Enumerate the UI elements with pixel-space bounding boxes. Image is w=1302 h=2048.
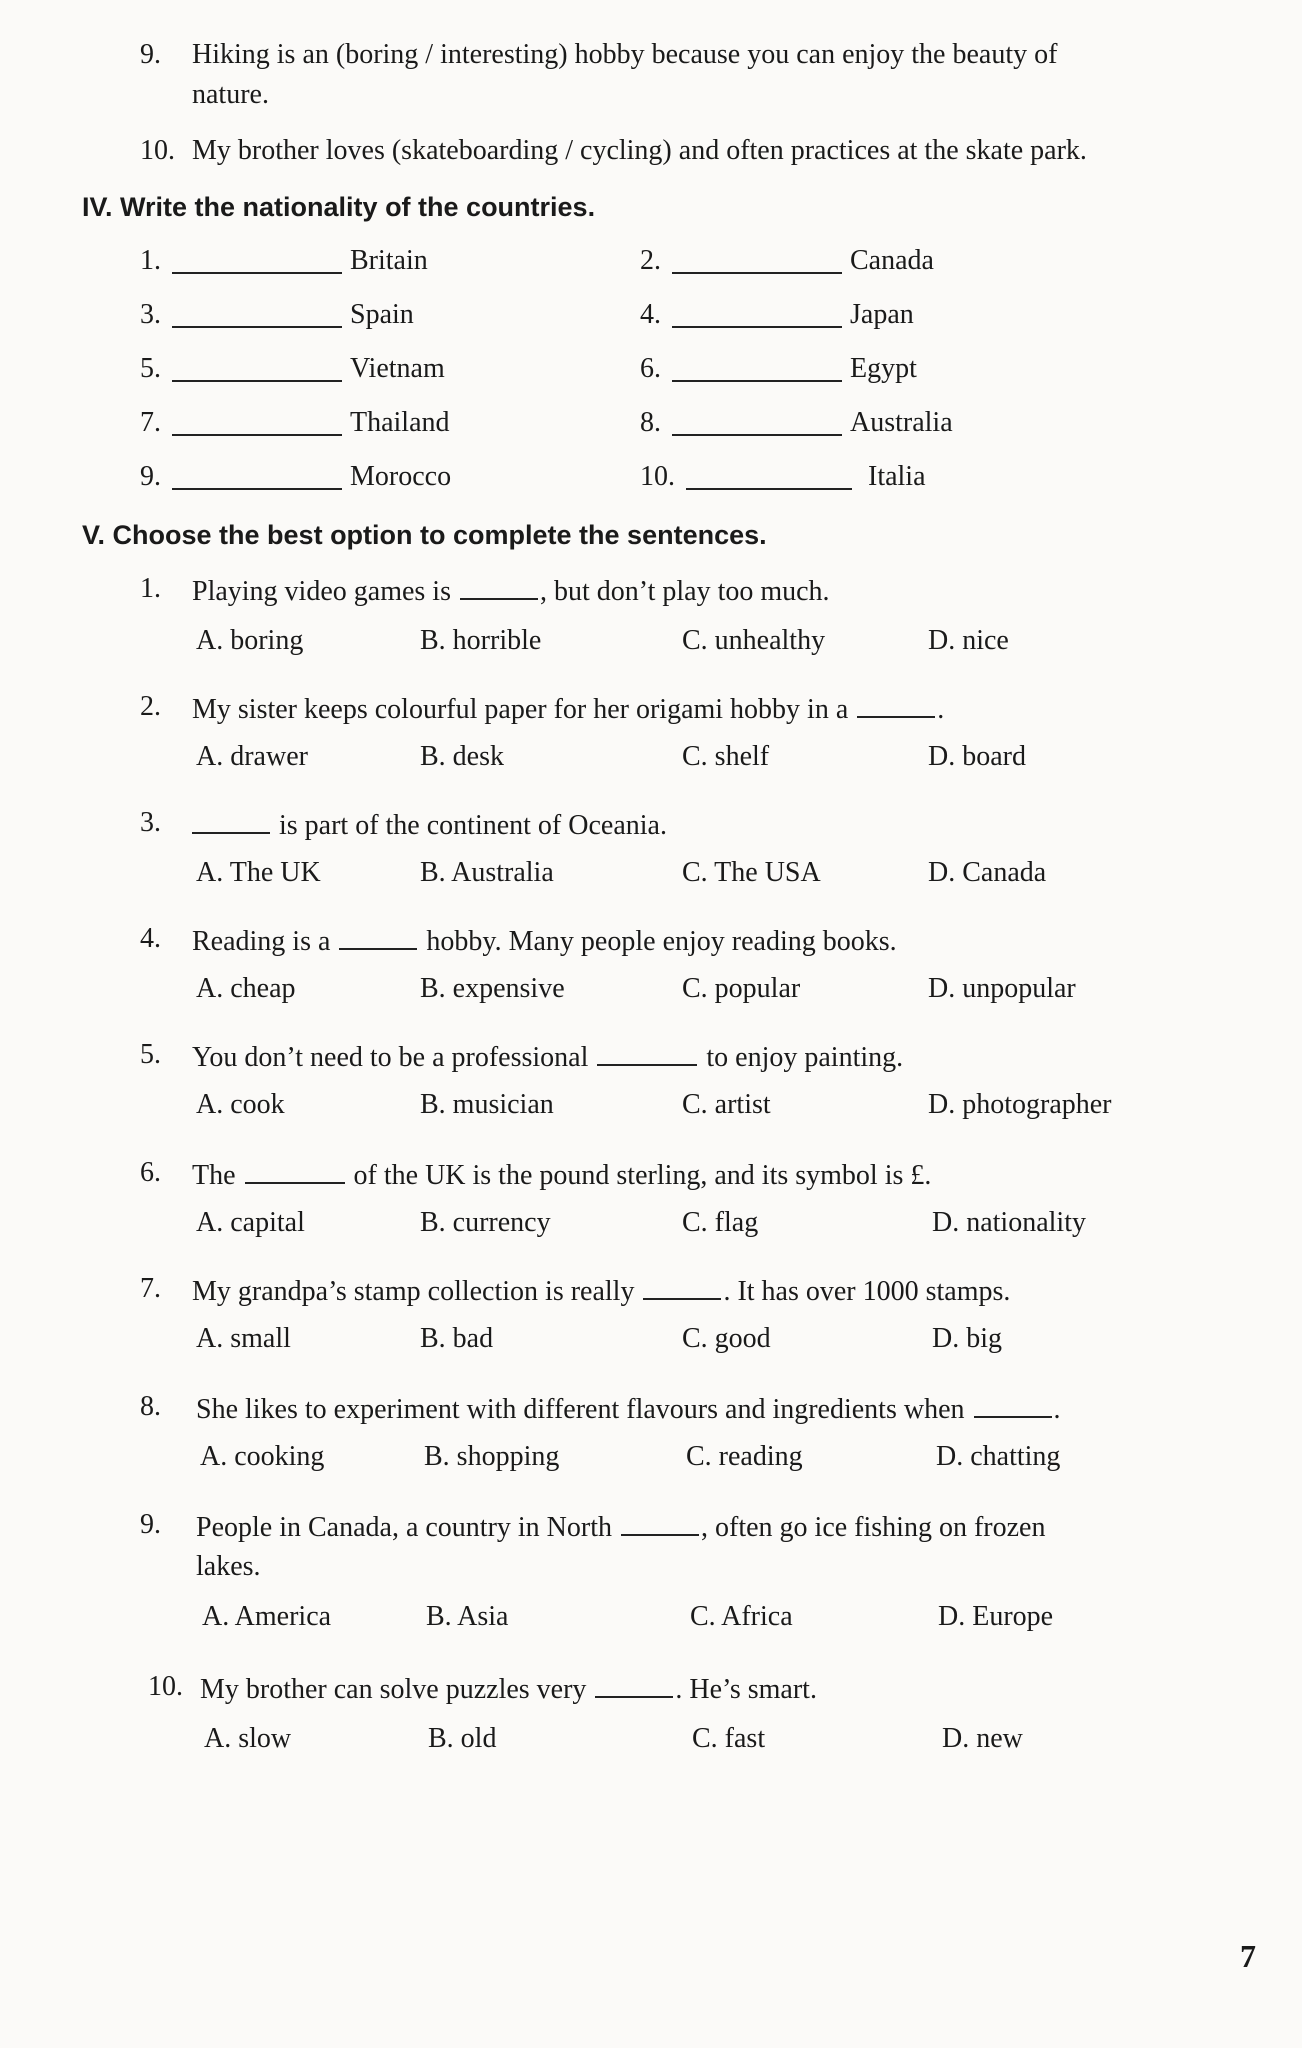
question-number: 9. (140, 1509, 161, 1540)
country-name: Vietnam (350, 353, 445, 384)
option-b[interactable]: B. expensive (420, 973, 565, 1004)
answer-blank[interactable] (974, 1390, 1052, 1418)
question-text (200, 1670, 817, 1707)
question-text-after: hobby. Many people enjoy reading books. (426, 926, 897, 957)
item-number: 5. (140, 353, 161, 384)
answer-blank[interactable] (192, 806, 270, 834)
option-d[interactable]: D. Canada (928, 857, 1047, 888)
option-b[interactable]: B. shopping (424, 1441, 560, 1472)
question-number: 1. (140, 573, 161, 604)
option-a[interactable]: A. slow (204, 1723, 292, 1754)
item-number: 4. (640, 299, 661, 330)
option-b[interactable]: B. old (428, 1723, 497, 1754)
option-b[interactable]: B. horrible (420, 625, 542, 656)
question-text-before: My brother can solve puzzles very (200, 1674, 587, 1705)
question-text (196, 1508, 1045, 1545)
country-name: Japan (850, 299, 914, 330)
answer-blank[interactable] (672, 272, 842, 274)
option-b[interactable]: B. Asia (426, 1601, 509, 1632)
option-b[interactable]: B. desk (420, 741, 504, 772)
sentence-text: nature. (192, 79, 269, 110)
question-text (192, 572, 830, 609)
question-text-before: Reading is a (192, 926, 331, 957)
question-text-after: , but don’t play too much. (539, 576, 830, 607)
option-a[interactable]: A. cheap (196, 973, 296, 1004)
page-number: 7 (1240, 1938, 1256, 1974)
option-c[interactable]: C. artist (682, 1089, 771, 1120)
answer-blank[interactable] (245, 1156, 345, 1184)
answer-blank[interactable] (172, 488, 342, 490)
section-heading: V. Choose the best option to complete the sentences. (82, 520, 767, 550)
question-text (196, 1390, 1061, 1427)
answer-blank[interactable] (672, 326, 842, 328)
option-c[interactable]: C. popular (682, 973, 801, 1004)
option-b[interactable]: B. currency (420, 1207, 551, 1238)
question-number: 5. (140, 1039, 161, 1070)
option-c[interactable]: C. shelf (682, 741, 770, 772)
question-text-after: , often go ice fishing on frozen (701, 1512, 1046, 1543)
question-text-after: . (937, 694, 945, 725)
option-b[interactable]: B. bad (420, 1323, 494, 1354)
country-name: Australia (850, 407, 953, 438)
answer-blank[interactable] (172, 326, 342, 328)
option-c[interactable]: C. reading (686, 1441, 803, 1472)
option-b[interactable]: B. Australia (420, 857, 554, 888)
question-text (192, 690, 944, 727)
option-c[interactable]: C. The USA (682, 857, 821, 888)
question-text (192, 1156, 931, 1193)
country-name: Spain (350, 299, 414, 330)
question-text-before: My sister keeps colourful paper for her origami hobby in a (192, 694, 849, 725)
country-name: Canada (850, 245, 934, 276)
country-name: Morocco (350, 461, 452, 492)
country-name: Thailand (350, 407, 450, 438)
question-text-before: You don’t need to be a professional (192, 1042, 589, 1073)
question-text-line2: lakes. (196, 1551, 261, 1582)
option-d[interactable]: D. nice (928, 625, 1009, 656)
question-text-after: . (1053, 1394, 1061, 1425)
item-number: 3. (140, 299, 161, 330)
question-text (192, 922, 897, 959)
option-c[interactable]: C. good (682, 1323, 771, 1354)
country-name: Egypt (850, 353, 917, 384)
answer-blank[interactable] (672, 380, 842, 382)
item-number: 10. (640, 461, 675, 492)
question-text-after: . He’s smart. (675, 1674, 817, 1705)
item-number: 10. (140, 135, 175, 166)
question-text-before: People in Canada, a country in North (196, 1512, 613, 1543)
answer-blank[interactable] (672, 434, 842, 436)
item-number: 9. (140, 39, 161, 70)
answer-blank[interactable] (339, 922, 417, 950)
answer-blank[interactable] (172, 434, 342, 436)
option-c[interactable]: C. flag (682, 1207, 759, 1238)
question-text-before: She likes to experiment with different flavours and ingredients when (196, 1394, 965, 1425)
answer-blank[interactable] (597, 1038, 697, 1066)
option-d[interactable]: D. Europe (938, 1601, 1054, 1632)
option-a[interactable]: A. boring (196, 625, 304, 656)
option-a[interactable]: A. America (202, 1601, 332, 1632)
country-name: Britain (350, 245, 428, 276)
question-text-before: The (192, 1160, 236, 1191)
option-d[interactable]: D. new (942, 1723, 1023, 1754)
question-text-after: to enjoy painting. (706, 1042, 904, 1073)
answer-blank[interactable] (172, 380, 342, 382)
answer-blank[interactable] (686, 488, 852, 490)
question-text-after: is part of the continent of Oceania. (279, 810, 667, 841)
option-a[interactable]: A. cook (196, 1089, 285, 1120)
option-a[interactable]: A. The UK (196, 857, 321, 888)
question-number: 4. (140, 923, 161, 954)
item-number: 6. (640, 353, 661, 384)
answer-blank[interactable] (857, 690, 935, 718)
question-number: 3. (140, 807, 161, 838)
answer-blank[interactable] (643, 1272, 721, 1300)
option-d[interactable]: D. board (928, 741, 1026, 772)
option-c[interactable]: C. Africa (690, 1601, 793, 1632)
option-d[interactable]: D. big (932, 1323, 1002, 1354)
option-d[interactable]: D. unpopular (928, 973, 1076, 1004)
option-c[interactable]: C. unhealthy (682, 625, 826, 656)
question-text-before: My grandpa’s stamp collection is really (192, 1276, 635, 1307)
answer-blank[interactable] (595, 1670, 673, 1698)
question-number: 8. (140, 1391, 161, 1422)
item-number: 2. (640, 245, 661, 276)
question-number: 6. (140, 1157, 161, 1188)
option-a[interactable]: A. small (196, 1323, 291, 1354)
question-text (192, 1038, 903, 1075)
answer-blank[interactable] (621, 1508, 699, 1536)
sentence-text: My brother loves (skateboarding / cycling) and often practices at the skate park. (192, 135, 1087, 166)
question-number: 2. (140, 691, 161, 722)
answer-blank[interactable] (460, 572, 538, 600)
answer-blank[interactable] (172, 272, 342, 274)
option-a[interactable]: A. drawer (196, 741, 308, 772)
option-b[interactable]: B. musician (420, 1089, 554, 1120)
section-heading: IV. Write the nationality of the countries. (82, 192, 596, 222)
option-d[interactable]: D. nationality (932, 1207, 1086, 1238)
question-number: 7. (140, 1273, 161, 1304)
option-a[interactable]: A. cooking (200, 1441, 325, 1472)
option-d[interactable]: D. chatting (936, 1441, 1061, 1472)
country-name: Italia (868, 461, 926, 492)
item-number: 1. (140, 245, 161, 276)
sentence-text: Hiking is an (boring / interesting) hobby because you can enjoy the beauty of (192, 39, 1058, 70)
item-number: 8. (640, 407, 661, 438)
option-a[interactable]: A. capital (196, 1207, 305, 1238)
question-text-before: Playing video games is (192, 576, 451, 607)
option-c[interactable]: C. fast (692, 1723, 766, 1754)
question-number: 10. (148, 1671, 183, 1702)
question-text (192, 1272, 1010, 1309)
question-text-after: of the UK is the pound sterling, and its symbol is £. (353, 1160, 932, 1191)
item-number: 9. (140, 461, 161, 492)
item-number: 7. (140, 407, 161, 438)
question-text-after: . It has over 1000 stamps. (723, 1276, 1011, 1307)
option-d[interactable]: D. photographer (928, 1089, 1112, 1120)
question-text (192, 806, 667, 843)
